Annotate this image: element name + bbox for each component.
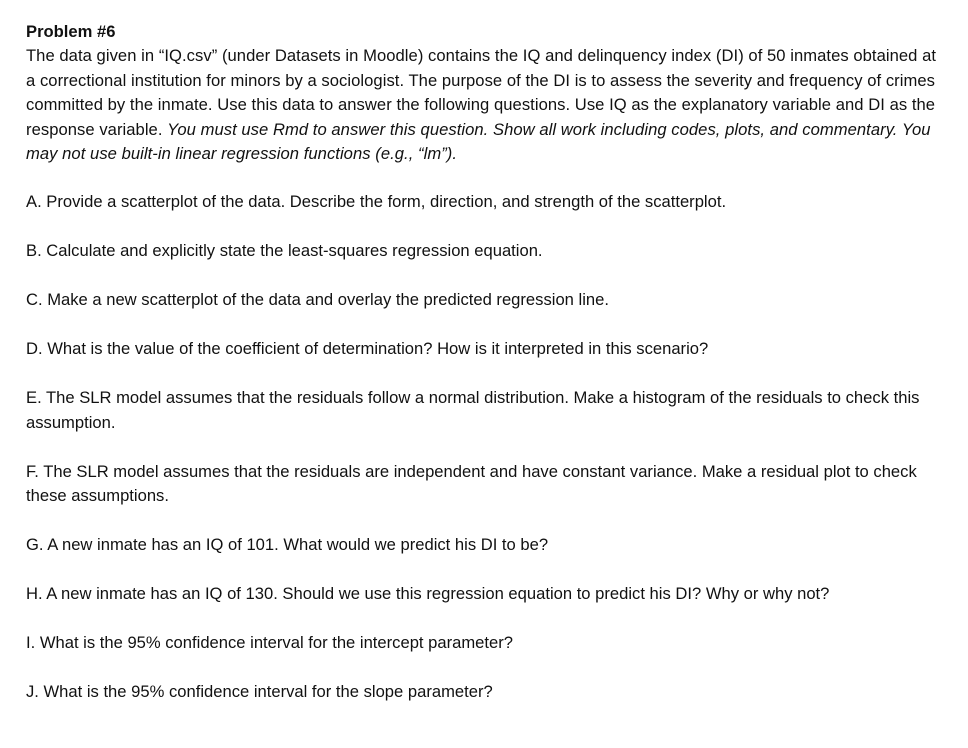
problem-document xyxy=(26,20,946,705)
question-e: E. The SLR model assumes that the residuals follow a normal distribution. Make a histogram of the residuals to check this assumption. xyxy=(26,388,920,432)
question-d: D. What is the value of the coefficient of determination? How is it interpreted in this scenario? xyxy=(26,339,709,359)
question-b: B. Calculate and explicitly state the least-squares regression equation. xyxy=(26,241,543,261)
question-c: C. Make a new scatterplot of the data and overlay the predicted regression line. xyxy=(26,290,609,310)
question-f: F. The SLR model assumes that the residuals are independent and have constant variance. Make a residual plot to check these assumptions. xyxy=(26,461,917,506)
question-g: G. A new inmate has an IQ of 101. What would we predict his DI to be? xyxy=(26,535,549,555)
problem-intro xyxy=(26,44,946,166)
intro-instructions-italic: You must use Rmd to answer this question. Show all work including codes, plots, and commentary. You may not use built-in linear regression functions (e.g., “lm”). xyxy=(26,119,931,164)
question-h: H. A new inmate has an IQ of 130. Should we use this regression equation to predict his DI? Why or why not? xyxy=(26,584,830,604)
intro-text: The data given in “IQ.csv” (under Datasets in Moodle) contains the IQ and delinquency index (DI) of 50 inmates obtained at a correctional institution for minors by a sociologist. The purpose of the DI is to assess the severity and frequency of crimes committed by the inmate. Use this data to answer the following questions. Use IQ as the explanatory variable and DI as the response variable. xyxy=(26,46,937,139)
question-a: A. Provide a scatterplot of the data. Describe the form, direction, and strength of the scatterplot. xyxy=(26,192,727,212)
problem-title: Problem #6 xyxy=(26,22,116,41)
question-i: I. What is the 95% confidence interval for the intercept parameter? xyxy=(26,633,514,653)
question-j: J. What is the 95% confidence interval for the slope parameter? xyxy=(26,682,493,702)
